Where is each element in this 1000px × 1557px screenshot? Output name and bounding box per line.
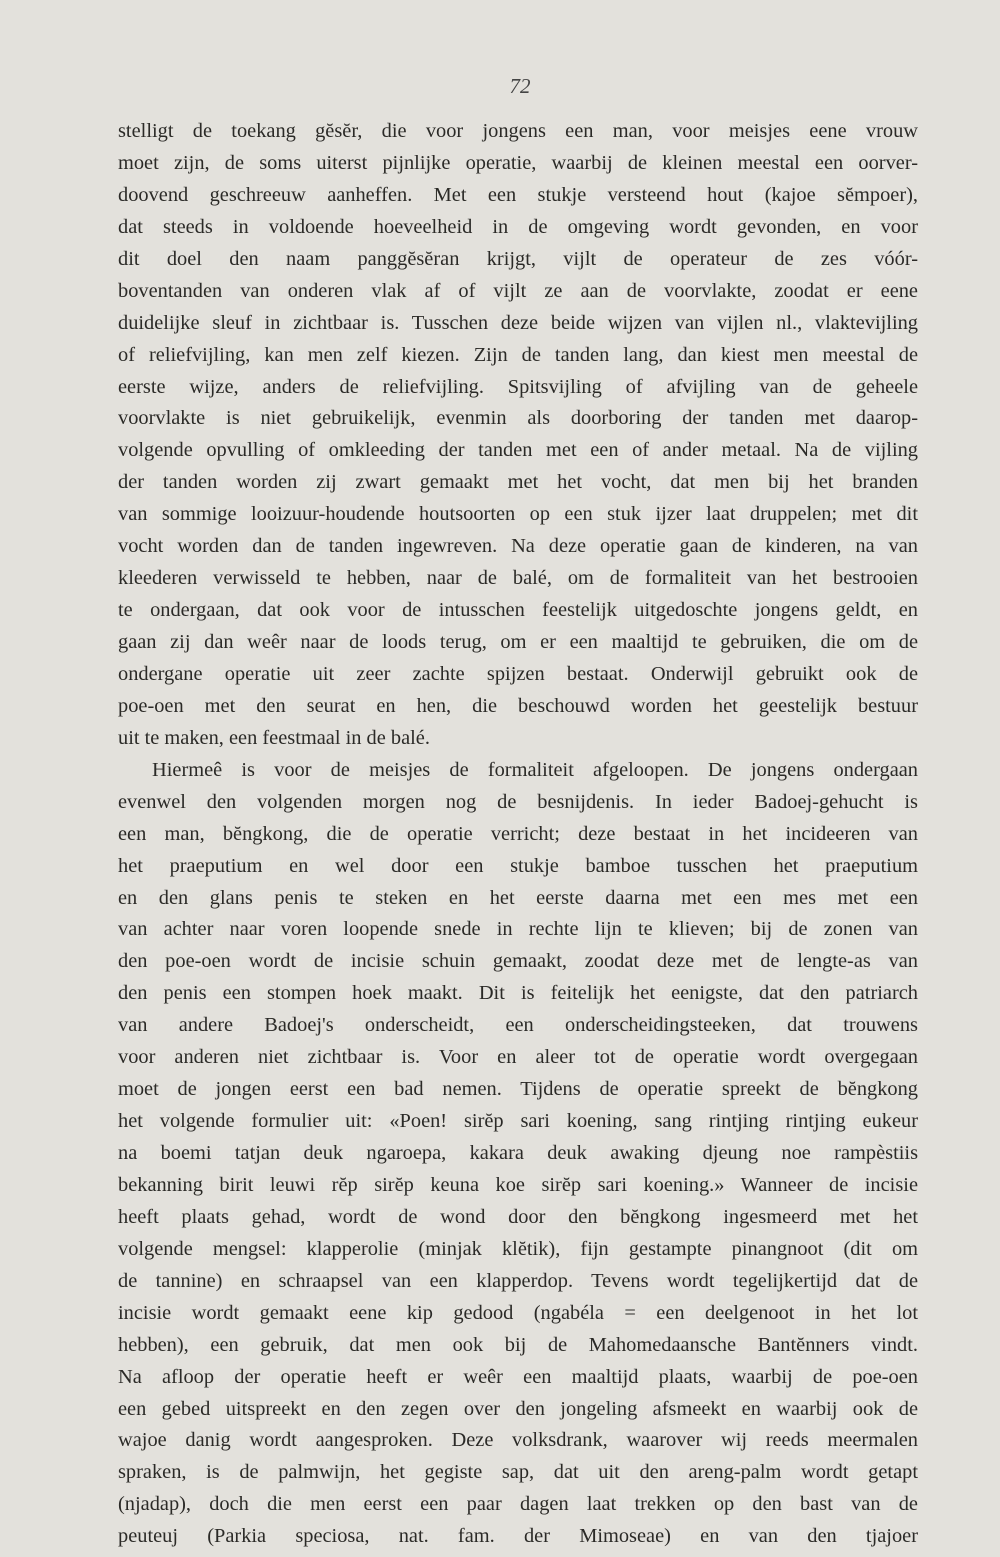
text-line: ondergane operatie uit zeer zachte spijzen bestaat. Onderwijl gebruikt ook de xyxy=(118,662,918,685)
paragraph xyxy=(118,755,918,1553)
text-line: vocht worden dan de tanden ingewreven. Na deze operatie gaan de kinderen, na van xyxy=(118,535,918,558)
text-line: en den glans penis te steken en het eerste daarna met een mes met een xyxy=(118,886,918,909)
text-line: van achter naar voren loopende snede in rechte lijn te klieven; bij de zonen van xyxy=(118,918,918,941)
text-line: heeft plaats gehad, wordt de wond door den bĕngkong ingesmeerd met het xyxy=(118,1205,918,1228)
text-line: incisie wordt gemaakt eene kip gedood (ngabéla = een deelgenoot in het lot xyxy=(118,1301,918,1324)
text-line: dit doel den naam panggĕsĕran krijgt, vijlt de operateur de zes vóór- xyxy=(118,247,918,270)
text-line: poe-oen met den seurat en hen, die beschouwd worden het geestelijk bestuur xyxy=(118,694,918,717)
text-line: hebben), een gebruik, dat men ook bij de Mahomedaansche Bantĕnners vindt. xyxy=(118,1333,918,1356)
text-line: het volgende formulier uit: «Poen! sirĕp sari koening, sang rintjing rintjing eukeur xyxy=(118,1110,918,1133)
text-line: Na afloop der operatie heeft er weêr een maaltijd plaats, waarbij de poe-oen xyxy=(118,1365,918,1388)
body-text xyxy=(118,116,918,1553)
text-line: moet zijn, de soms uiterst pijnlijke operatie, waarbij de kleinen meestal een oorver- xyxy=(118,151,918,174)
text-line: de tannine) en schraapsel van een klapperdop. Tevens wordt tegelijkertijd dat de xyxy=(118,1269,918,1292)
text-line: volgende opvulling of omkleeding der tanden met een of ander metaal. Na de vijling xyxy=(118,439,918,462)
text-line: der tanden worden zij zwart gemaakt met het vocht, dat men bij het branden xyxy=(118,471,918,494)
text-line: te ondergaan, dat ook voor de intusschen feestelijk uitgedoschte jongens geldt, en xyxy=(118,599,918,622)
text-line: kleederen verwisseld te hebben, naar de balé, om de formaliteit van het bestrooien xyxy=(118,567,918,590)
text-line: spraken, is de palmwijn, het gegiste sap, dat uit den areng-palm wordt getapt xyxy=(118,1461,918,1484)
text-line: voor anderen niet zichtbaar is. Voor en aleer tot de operatie wordt overgegaan xyxy=(118,1046,918,1069)
text-line: een gebed uitspreekt en den zegen over den jongeling afsmeekt en waarbij ook de xyxy=(118,1397,918,1420)
text-line: volgende mengsel: klapperolie (minjak klĕtik), fijn gestampte pinangnoot (dit om xyxy=(118,1237,918,1260)
text-line: na boemi tatjan deuk ngaroepa, kakara deuk awaking djeung noe rampèstiis xyxy=(118,1142,918,1164)
text-line: het praeputium en wel door een stukje bamboe tusschen het praeputium xyxy=(118,854,918,877)
text-line: den penis een stompen hoek maakt. Dit is feitelijk het eenigste, dat den patriarch xyxy=(118,982,918,1005)
page-number: 72 xyxy=(509,74,531,98)
text-line: doovend geschreeuw aanheffen. Met een stukje versteend hout (kajoe sĕmpoer), xyxy=(118,183,918,206)
text-line: duidelijke sleuf in zichtbaar is. Tusschen deze beide wijzen van vijlen nl., vlaktevijling xyxy=(118,311,918,334)
text-line: peuteuj (Parkia speciosa, nat. fam. der Mimoseae) en van den tjajoer xyxy=(118,1525,918,1548)
text-line: dat steeds in voldoende hoeveelheid in de omgeving wordt gevonden, en voor xyxy=(118,215,918,238)
text-line: eerste wijze, anders de reliefvijling. Spitsvijling of afvijling van de geheele xyxy=(118,375,918,398)
text-line: wajoe danig wordt aangesproken. Deze volksdrank, waarover wij reeds meermalen xyxy=(118,1429,918,1452)
text-line: stelligt de toekang gĕsĕr, die voor jongens een man, voor meisjes eene vrouw xyxy=(118,120,918,142)
text-line: evenwel den volgenden morgen nog de besnijdenis. In ieder Badoej-gehucht is xyxy=(118,790,918,813)
text-line: moet de jongen eerst een bad nemen. Tijdens de operatie spreekt de bĕngkong xyxy=(118,1078,918,1101)
paragraph xyxy=(118,116,918,755)
text-line: uit te maken, een feestmaal in de balé. xyxy=(118,726,430,749)
text-line: een man, bĕngkong, die de operatie verricht; deze bestaat in het incideeren van xyxy=(118,822,918,845)
text-line: bekanning birit leuwi rĕp sirĕp keuna koe sirĕp sari koening.» Wanneer de incisie xyxy=(118,1173,918,1196)
text-line: voorvlakte is niet gebruikelijk, evenmin als doorboring der tanden met daarop- xyxy=(118,407,918,430)
text-line: den poe-oen wordt de incisie schuin gemaakt, zoodat deze met de lengte-as van xyxy=(118,950,918,973)
text-line: gaan zij dan weêr naar de loods terug, om er een maaltijd te gebruiken, die om de xyxy=(118,631,918,653)
text-line: van sommige looizuur-houdende houtsoorten op een stuk ijzer laat druppelen; met dit xyxy=(118,503,918,526)
text-line: Hiermeê is voor de meisjes de formaliteit afgeloopen. De jongens ondergaan xyxy=(152,758,918,781)
text-line: van andere Badoej's onderscheidt, een onderscheidingsteeken, dat trouwens xyxy=(118,1014,918,1037)
text-line: (njadap), doch die men eerst een paar dagen laat trekken op den bast van de xyxy=(118,1493,918,1516)
text-line: boventanden van onderen vlak af of vijlt ze aan de voorvlakte, zoodat er eene xyxy=(118,279,918,302)
text-line: of reliefvijling, kan men zelf kiezen. Zijn de tanden lang, dan kiest men meestal de xyxy=(118,343,918,366)
